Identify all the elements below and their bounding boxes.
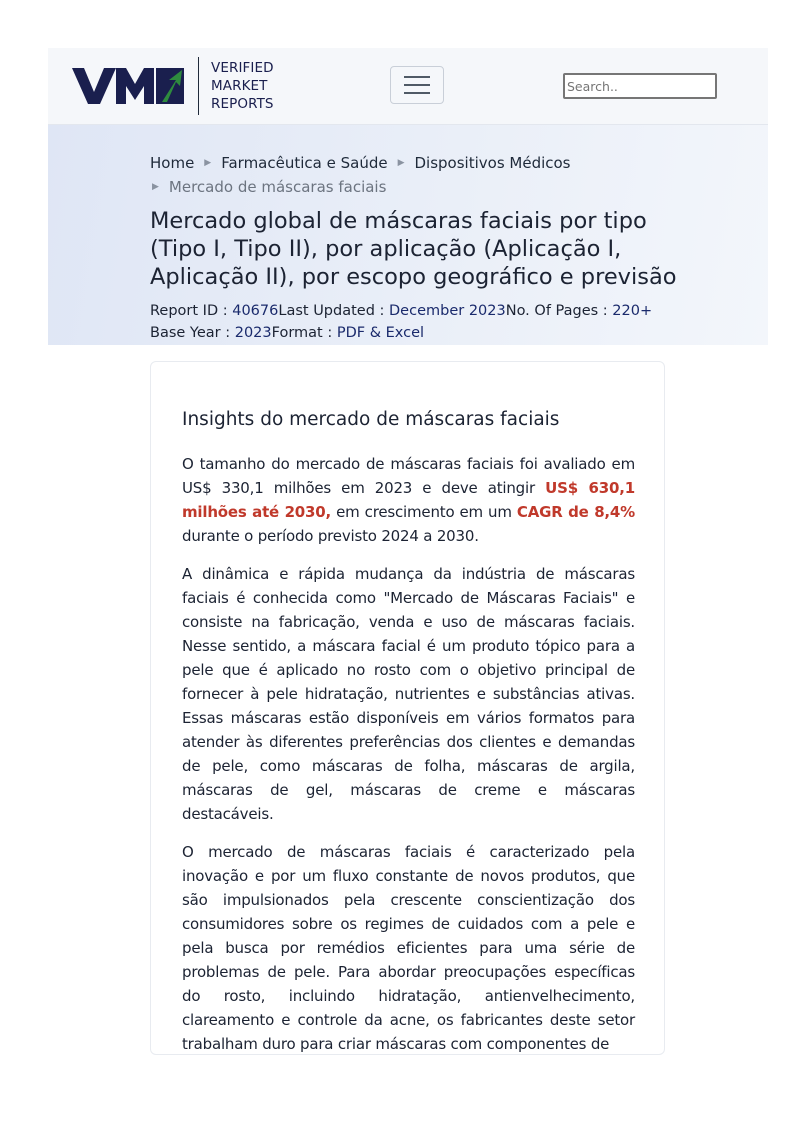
breadcrumb-category-link[interactable]: Farmacêutica e Saúde [221, 154, 388, 172]
logo-divider [198, 57, 199, 115]
hamburger-icon-bar [404, 92, 430, 94]
breadcrumb-line [150, 175, 670, 199]
base-year-value: 2023 [234, 325, 272, 341]
report-meta [150, 300, 690, 344]
format-label: Format : [271, 325, 337, 341]
last-updated-label: Last Updated : [278, 303, 390, 319]
insights-card [150, 361, 665, 1055]
top-navbar [48, 48, 768, 125]
meta-row [150, 322, 690, 344]
vmr-logo-icon [72, 66, 184, 106]
cagr-highlight: CAGR de 8,4% [516, 503, 635, 521]
logo-line-1: VERIFIED [211, 60, 274, 76]
breadcrumb-subcategory-link[interactable]: Dispositivos Médicos [414, 154, 571, 172]
p1-text-e: durante o período previsto 2024 a 2030. [182, 527, 479, 545]
menu-toggle-button[interactable] [390, 66, 444, 104]
chevron-right-icon: ▶ [204, 158, 212, 168]
insights-paragraph-1 [182, 452, 635, 548]
insights-title: Insights do mercado de máscaras faciais [182, 409, 560, 430]
breadcrumb-home-link[interactable]: Home [150, 154, 195, 172]
site-logo[interactable] [72, 56, 274, 116]
base-year-label: Base Year : [150, 325, 235, 341]
page [48, 48, 768, 1053]
insights-paragraph-3: O mercado de máscaras faciais é caracterizado pela inovação e por um fluxo constante de novos produtos, que são impulsionados pela crescente conscientização dos consumidores sobre os regimes de cuidados com a pele e pela busca por remédios eficientes para uma série de problemas de pele. Para abordar preocupações específicas do rosto, incluindo hidratação, antienvelhecimento, clareamento e controle da acne, os fabricantes deste setor trabalham duro para criar máscaras com componentes de [182, 843, 635, 1053]
hamburger-icon-bar [404, 84, 430, 86]
format-value: PDF & Excel [336, 325, 425, 341]
breadcrumb-current: Mercado de máscaras faciais [168, 178, 387, 196]
breadcrumb [150, 151, 670, 199]
meta-row [150, 300, 690, 322]
logo-line-2: MARKET [211, 78, 268, 94]
report-id-label: Report ID : [150, 303, 233, 319]
report-header [48, 125, 768, 345]
chevron-right-icon: ▶ [152, 182, 159, 192]
pages-value: 220+ [612, 303, 653, 319]
insights-content [182, 406, 635, 1055]
logo-wordmark [211, 59, 274, 113]
page-title: Mercado global de máscaras faciais por tipo (Tipo I, Tipo II), por aplicação (Aplicação I, Aplicação II), por escopo geográfico e previsão [150, 208, 677, 290]
chevron-right-icon: ▶ [397, 158, 405, 168]
search-input[interactable] [563, 73, 717, 99]
p1-text-c: em crescimento em um [331, 503, 517, 521]
pages-label: No. Of Pages : [505, 303, 613, 319]
logo-line-3: REPORTS [211, 96, 274, 112]
breadcrumb-line [150, 151, 670, 175]
report-id-value: 40676 [232, 303, 279, 319]
last-updated-value: December 2023 [389, 303, 506, 319]
p1-text-a: O tamanho do mercado de máscaras faciais foi avaliado em US$ 330,1 milhões em 2023 e deve atingir [182, 455, 635, 497]
market-size-highlight: US$ 630,1 milhões até 2030, [182, 479, 635, 521]
insights-paragraph-2: A dinâmica e rápida mudança da indústria de máscaras faciais é conhecida como "Mercado de Máscaras Faciais" e consiste na fabricação, venda e uso de máscaras faciais. Nesse sentido, a máscara facial é um produto tópico para a pele que é aplicado no rosto com o objetivo principal de fornecer à pele hidratação, nutrientes e substâncias ativas. Essas máscaras estão disponíveis em vários formatos para atender às diferentes preferências dos clientes e demandas de pele, como máscaras de folha, máscaras de argila, máscaras de gel, máscaras de creme e máscaras destacáveis. [182, 565, 635, 823]
hamburger-icon-bar [404, 76, 430, 78]
